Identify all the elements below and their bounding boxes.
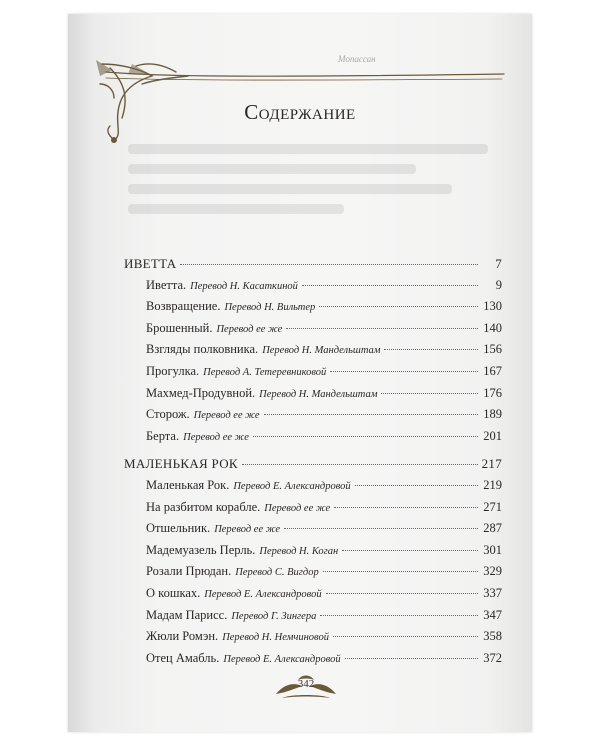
toc-item[interactable]: [124, 478, 502, 500]
table-of-contents: [124, 256, 502, 672]
leader-dots: [330, 371, 478, 372]
toc-translator: Перевод Н. Вильтер: [224, 302, 316, 314]
toc-page: 337: [483, 585, 502, 600]
page-number: 342: [297, 678, 315, 690]
leader-dots: [319, 306, 478, 307]
toc-page: 201: [483, 428, 502, 443]
toc-page: 271: [483, 499, 502, 514]
leader-dots: [333, 636, 478, 637]
toc-title: Мадам Парисс.: [146, 607, 228, 622]
toc-page: 347: [483, 607, 502, 622]
toc-translator: Перевод А. Тетеревниковой: [203, 366, 327, 378]
toc-translator: Перевод Н. Мандельштам: [259, 388, 378, 400]
leader-dots: [345, 658, 478, 659]
leader-dots: [242, 464, 478, 465]
toc-page: 140: [483, 320, 502, 335]
toc-title: Маленькая Рок.: [146, 477, 230, 492]
toc-translator: Перевод Е. Александровой: [223, 653, 341, 665]
toc-page: 7: [495, 256, 502, 271]
toc-item[interactable]: [124, 500, 502, 522]
toc-item[interactable]: [124, 321, 502, 343]
toc-title: Махмед-Продувной.: [146, 385, 256, 400]
toc-page: 358: [483, 629, 502, 644]
toc-item[interactable]: [124, 429, 502, 451]
toc-title: Возвращение.: [146, 299, 221, 314]
toc-page: 167: [483, 363, 502, 378]
toc-item[interactable]: [124, 608, 502, 630]
toc-page: 217: [481, 456, 502, 472]
leader-dots: [286, 328, 478, 329]
toc-item[interactable]: [124, 564, 502, 586]
toc-page: 130: [483, 299, 502, 314]
toc-title: На разбитом корабле.: [146, 499, 261, 514]
toc-page: 9: [495, 277, 502, 292]
toc-title: Розали Прюдан.: [146, 564, 232, 579]
toc-title: Отшельник.: [146, 521, 211, 536]
toc-item[interactable]: [124, 586, 502, 608]
toc-section[interactable]: [124, 256, 502, 278]
toc-translator: Перевод ее же: [214, 524, 281, 536]
toc-item[interactable]: [124, 342, 502, 364]
book-page: [68, 14, 532, 732]
toc-translator: Перевод Н. Коган: [259, 545, 339, 557]
leader-dots: [264, 414, 478, 415]
leader-dots: [334, 507, 478, 508]
toc-item[interactable]: [124, 299, 502, 321]
toc-translator: Перевод ее же: [264, 502, 331, 514]
toc-translator: Перевод С. Вигдор: [235, 567, 319, 579]
toc-title: Прогулка.: [146, 363, 200, 378]
toc-translator: Перевод ее же: [193, 410, 260, 422]
toc-page: 372: [483, 650, 502, 665]
leader-dots: [342, 550, 478, 551]
toc-item[interactable]: [124, 521, 502, 543]
toc-item[interactable]: [124, 543, 502, 565]
toc-item[interactable]: [124, 386, 502, 408]
toc-title: Жюли Ромэн.: [146, 629, 219, 644]
toc-item[interactable]: [124, 651, 502, 673]
leader-dots: [320, 615, 478, 616]
toc-page: 329: [483, 564, 502, 579]
toc-title: Сторож.: [146, 407, 190, 422]
toc-page: 219: [483, 477, 502, 492]
toc-translator: Перевод Е. Александровой: [204, 588, 322, 600]
toc-item[interactable]: [124, 629, 502, 651]
floral-flourish-icon: [92, 54, 512, 144]
toc-page: 301: [483, 542, 502, 557]
toc-translator: Перевод Н. Немчиновой: [222, 632, 329, 644]
leader-dots: [326, 593, 478, 594]
toc-translator: Перевод ее же: [216, 323, 283, 335]
toc-item[interactable]: [124, 407, 502, 429]
leader-dots: [323, 571, 478, 572]
toc-title: Мадемуазель Перль.: [146, 542, 256, 557]
show-through-text: [128, 134, 488, 244]
leader-dots: [180, 264, 478, 265]
leader-dots: [302, 285, 478, 286]
toc-page: 287: [483, 521, 502, 536]
toc-page: 176: [483, 385, 502, 400]
toc-translator: Перевод Е. Александровой: [233, 480, 351, 492]
running-head: Мопассан: [338, 54, 376, 64]
toc-translator: Перевод Г. Зингера: [231, 610, 317, 622]
toc-title: Иветта.: [146, 277, 187, 292]
toc-page: 156: [483, 342, 502, 357]
toc-title: МАЛЕНЬКАЯ РОК: [124, 456, 238, 472]
toc-title: Взгляды полковника.: [146, 342, 259, 357]
toc-page: 189: [483, 407, 502, 422]
leader-dots: [253, 436, 478, 437]
leader-dots: [284, 528, 478, 529]
toc-translator: Перевод Н. Мандельштам: [262, 345, 381, 357]
toc-translator: Перевод ее же: [183, 431, 249, 443]
toc-title: Берта.: [146, 428, 180, 443]
toc-title: Брошенный.: [146, 320, 213, 335]
toc-title: Отец Амабль.: [146, 650, 220, 665]
leader-dots: [384, 349, 478, 350]
toc-title: ИВЕТТА: [124, 256, 177, 271]
toc-item[interactable]: [124, 278, 502, 300]
page-title: Содержание: [244, 100, 356, 124]
leader-dots: [381, 393, 478, 394]
toc-translator: Перевод Н. Касаткиной: [190, 280, 298, 292]
toc-section[interactable]: [124, 456, 502, 478]
leader-dots: [355, 485, 478, 486]
toc-title: О кошках.: [146, 585, 201, 600]
toc-item[interactable]: [124, 364, 502, 386]
